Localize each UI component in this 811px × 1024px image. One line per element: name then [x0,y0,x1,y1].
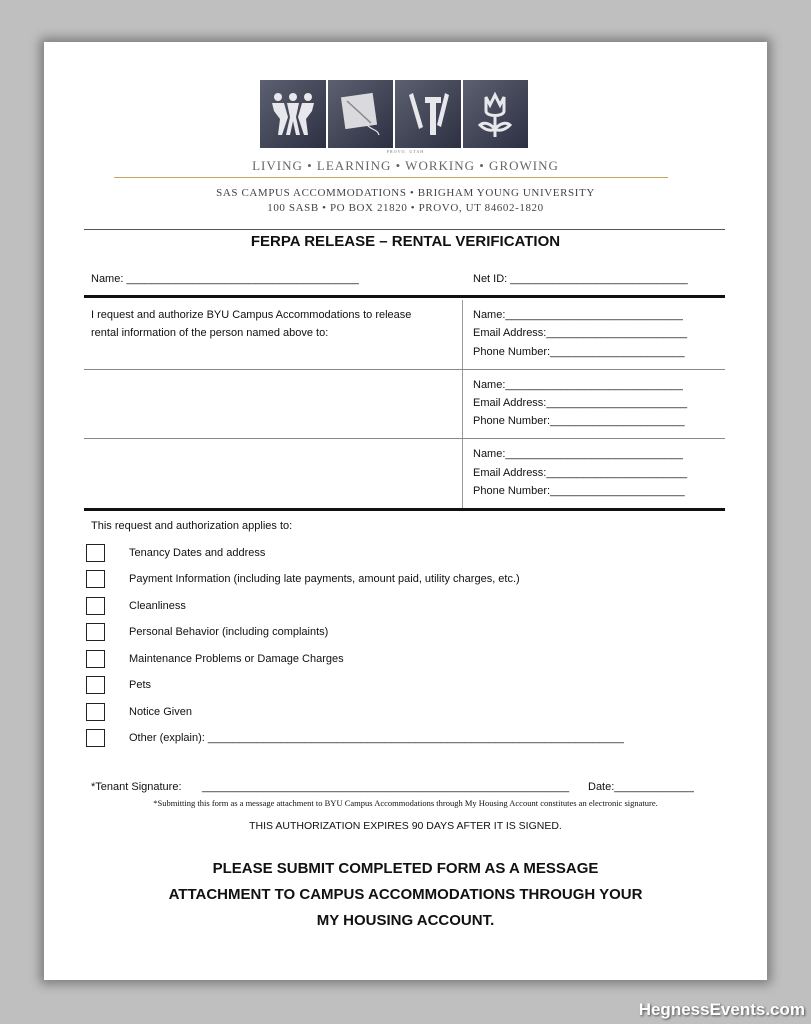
option-label-cleanliness: Cleanliness [129,600,186,612]
recipient2-email-field[interactable]: Email Address:_______________________ [473,397,688,409]
signature-note: *Submitting this form as a message attachment to BYU Campus Accommodations through My Housing Account constitutes an electronic signature. [153,798,658,808]
submit-instruction-line2: ATTACHMENT TO CAMPUS ACCOMMODATIONS THROUGH YOUR [168,886,643,903]
column-divider [462,300,463,508]
title-top-rule [84,229,725,230]
recipient1-name-field[interactable]: Name:_____________________________ [473,309,683,321]
org-name: SAS CAMPUS ACCOMMODATIONS • BRIGHAM YOUNG UNIVERSITY [216,187,595,199]
signature-label: *Tenant Signature: [91,781,182,793]
people-chain-icon [260,80,326,148]
recipient1-email-field[interactable]: Email Address:_______________________ [473,327,688,339]
option-label-pets: Pets [129,679,152,691]
recipient3-email-field[interactable]: Email Address:_______________________ [473,467,688,479]
recipient3-name-field[interactable]: Name:_____________________________ [473,448,683,460]
form-page [44,42,767,980]
watermark: HegnessEvents.com [638,1000,805,1019]
signature-field[interactable]: ____________________________________________________________ [202,781,570,793]
form-title: FERPA RELEASE – RENTAL VERIFICATION [250,233,561,250]
option-label-behavior: Personal Behavior (including complaints) [129,626,329,638]
recipient3-phone-field[interactable]: Phone Number:______________________ [473,485,685,497]
checkbox-payment[interactable] [86,570,105,588]
section-rule-bottom [84,508,725,511]
applies-label: This request and authorization applies to: [91,520,293,532]
netid-field[interactable]: Net ID: _____________________________ [473,273,688,285]
recipient2-name-field[interactable]: Name:_____________________________ [473,379,683,391]
request-text-line1: I request and authorize BYU Campus Accommodations to release [91,309,412,321]
quilt-square-icon [328,80,394,148]
tulip-icon [463,80,529,148]
expiry-notice: THIS AUTHORIZATION EXPIRES 90 DAYS AFTER IT IS SIGNED. [249,820,562,832]
section-rule-top [84,295,725,298]
checkbox-cleanliness[interactable] [86,597,105,615]
checkbox-tenancy[interactable] [86,544,105,562]
tagline: LIVING • LEARNING • WORKING • GROWING [252,158,559,173]
tools-icon [395,80,461,148]
checkbox-maintenance[interactable] [86,650,105,668]
date-field[interactable]: Date:_____________ [588,781,694,793]
checkbox-other[interactable] [86,729,105,747]
checkbox-notice[interactable] [86,703,105,721]
option-label-payment: Payment Information (including late payments, amount paid, utility charges, etc.) [129,573,520,585]
recipient-divider-2 [84,438,725,439]
recipient2-phone-field[interactable]: Phone Number:______________________ [473,415,685,427]
option-label-tenancy: Tenancy Dates and address [129,547,266,559]
option-label-maintenance: Maintenance Problems or Damage Charges [129,653,344,665]
checkbox-behavior[interactable] [86,623,105,641]
name-field[interactable]: Name: ______________________________________ [91,273,359,285]
option-label-notice: Notice Given [129,706,192,718]
recipient-divider-1 [84,369,725,370]
request-text-line2: rental information of the person named above to: [91,327,329,339]
logo-banner [260,80,528,148]
submit-instruction-line3: MY HOUSING ACCOUNT. [316,912,495,929]
option-label-other[interactable]: Other (explain): ____________________________________________________________________ [129,732,624,744]
checkbox-pets[interactable] [86,676,105,694]
logo-micro-text: PROVO, UTAH [386,149,425,154]
org-address: 100 SASB • PO BOX 21820 • PROVO, UT 84602-1820 [267,202,544,214]
recipient1-phone-field[interactable]: Phone Number:______________________ [473,346,685,358]
submit-instruction-line1: PLEASE SUBMIT COMPLETED FORM AS A MESSAGE [212,860,599,877]
gold-divider [114,177,668,178]
